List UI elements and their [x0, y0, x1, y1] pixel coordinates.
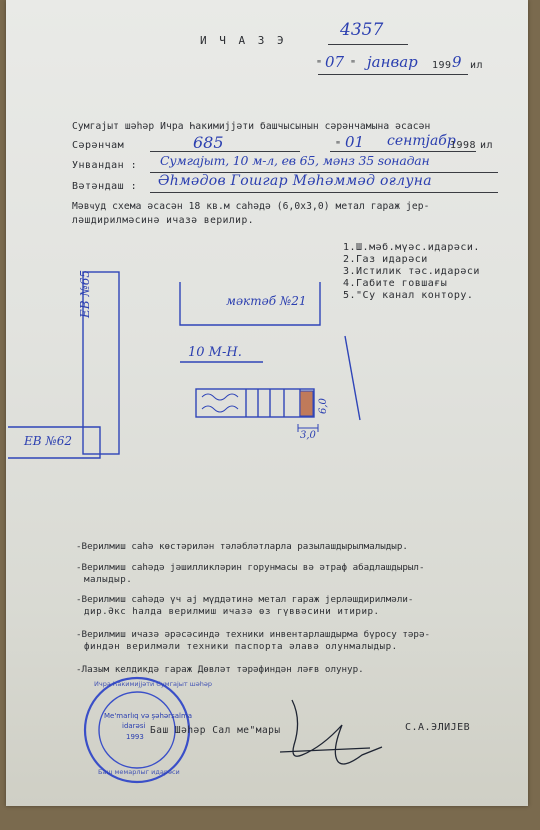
rule-4-line-2: финдән верилмәли техники паспорта әлавә олунмалыдыр.: [84, 641, 398, 652]
order-label: Сәрәнчам: [72, 140, 125, 151]
date-month: јанвар: [367, 53, 418, 71]
signature-title: Баш Шәһәр Сал ме"мары: [150, 725, 281, 736]
school-label: мәктәб №21: [226, 294, 307, 308]
rule-1: -Верилмиш саһә көстәрилән тәләбләтларла разылашдырылмалыдыр.: [76, 541, 408, 552]
dimension-6: 6,0: [318, 398, 329, 414]
address-value: Сумгајыт, 10 м-л, ев 65, мәнз 35 ѕонадан: [160, 153, 430, 168]
address-label: Унвандан :: [72, 160, 138, 171]
date-year-prefix: 199: [432, 60, 452, 71]
agency-item-1: 1.Ш.мәб.мүәс.идарәси.: [343, 242, 480, 253]
order-day: 01: [345, 133, 365, 151]
rule-2-line-1: -Верилмиш саһәдә јәшилликләрин горунмасы вә әтраф абадлашдырыл-: [76, 562, 425, 573]
description-line-2: ләшдирилмәсинә ичазә верилир.: [72, 215, 255, 226]
stamp-text-bottom: Баш мемарлыг идарәси: [98, 768, 180, 776]
stamp-text-top: Ичра Һакимијјәти Сумгајыт шәһәр: [94, 680, 212, 688]
document-number: 4357: [340, 20, 384, 40]
order-year: 1998: [450, 140, 477, 151]
description-line-1: Мәвҹуд схема әсасән 18 кв.м саһәдә (6,0х3,0) метал гараж јер-: [72, 201, 430, 212]
date-day: 07: [325, 53, 345, 71]
agency-item-3: 3.Истилик тәс.идарәси: [343, 266, 480, 277]
house-65-label: ЕВ №65: [78, 269, 92, 318]
rule-2-line-2: малыдыр.: [84, 574, 133, 585]
date-quote-close: ": [350, 59, 357, 70]
rule-5: -Лазым келдикдә гараж Дөвләт тәрәфиндән ләғв олунур.: [76, 664, 364, 675]
road-label: 10 М-Н.: [188, 345, 242, 360]
rule-3-line-2: дир.Әкс һалда верилмиш ичазә өз гүввәсини итирир.: [84, 606, 380, 617]
dimension-3: 3,0: [300, 430, 316, 441]
stamp-year: 1993: [126, 733, 144, 741]
date-unit: ил: [470, 60, 484, 71]
signature-name: С.А.ЭЛИЈЕВ: [405, 722, 471, 733]
recipient-label: Вәтәндаш :: [72, 181, 138, 192]
rule-4-line-1: -Верилмиш ичазә әрәсәсиндә техники инвентарлашдырма бүросу тәрә-: [76, 629, 431, 640]
order-day-quote: ": [335, 140, 342, 151]
document-title: И Ч А З Э: [200, 34, 287, 47]
rule-3-line-1: -Верилмиш саһәдә үч ај мүддәтинә метал гараж јерләшдирилмәли-: [76, 594, 414, 605]
order-year-unit: ил: [480, 140, 494, 151]
agency-item-4: 4.Габите говшағы: [343, 278, 448, 289]
order-month: сентјабр: [387, 133, 456, 149]
date-year-suffix: 9: [452, 53, 462, 71]
order-number: 685: [193, 133, 224, 152]
date-quote-open: ": [316, 59, 323, 70]
basis-line: Сумгајыт шәһәр Ичра Һакимијјәти башчысынын сәрәнчамына әсасән: [72, 121, 431, 132]
house-62-label: ЕВ №62: [24, 434, 73, 448]
recipient-value: Әһмәдов Гошгар Мәһәммәд оғлуна: [158, 173, 432, 189]
stamp-center: Me'marlıq və şəhərsalma: [104, 712, 193, 720]
agency-item-5: 5."Су канал контору.: [343, 290, 474, 301]
agency-item-2: 2.Газ идарәси: [343, 254, 428, 265]
stamp-center-2: idarəsi: [122, 722, 146, 730]
